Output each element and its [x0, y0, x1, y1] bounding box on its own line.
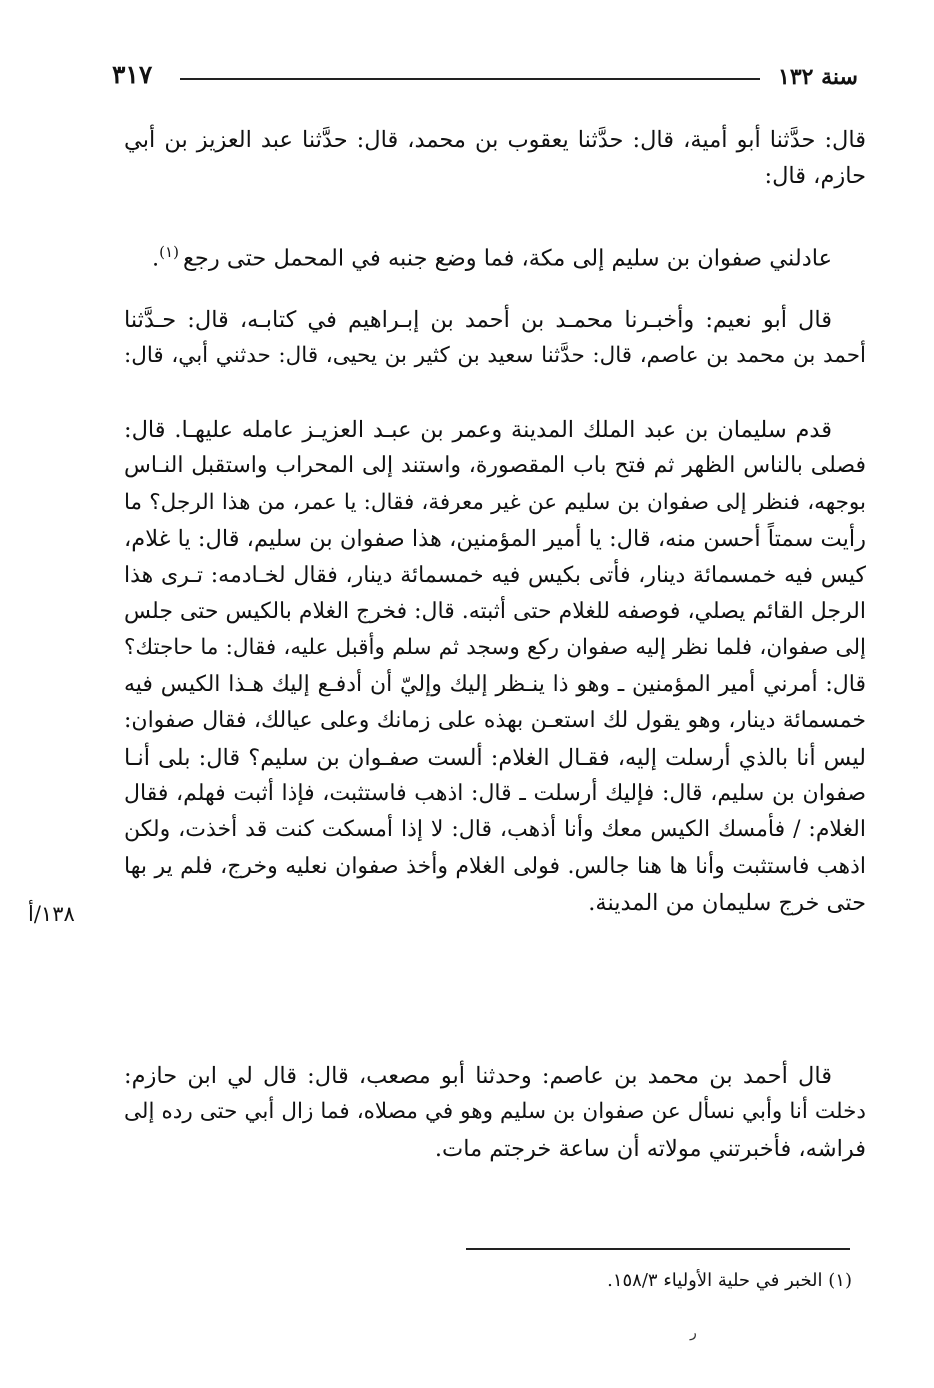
paragraph-report-2 [124, 1058, 866, 1167]
header-rule [180, 78, 760, 80]
text-line: حتى خرج سليمان من المدينة. [588, 890, 866, 917]
text-line [124, 234, 866, 277]
text-line: خمسمائة دينار، وهو يقول لك استعـن بهذه على زمانك وعلى عيالك، فقال صفوان: [124, 708, 866, 734]
footnote: (١) الخبر في حلية الأولياء ١٥٨/٣. [607, 1270, 852, 1291]
text-line: دخلت أنا وأبي نسأل عن صفوان بن سليم وهو في مصلاه، فما زال أبي حتى رده إلى [124, 1099, 866, 1125]
text-line: أحمد بن محمد بن عاصم، قال: حدَّثنا سعيد بن كثير بن يحيى، قال: حدثني أبي، قال: [124, 343, 866, 369]
text-line: اذهب فاستثبت وأنا ها هنا جالس. فولى الغلام وأخذ صفوان نعليه وخرج، فلم ير بها [124, 853, 866, 879]
running-title: سنة ١٣٢ [778, 64, 858, 90]
text-line: الغلام: / فأمسك الكيس معك وأنا أذهب، قال: لا إذا أمسكت كنت قد أخذت، ولكن [124, 817, 866, 843]
text-line: فراشه، فأخبرتني مولاته أن ساعة خرجتم مات. [434, 1135, 866, 1162]
text-line: قال: حدَّثنا أبو أمية، قال: حدَّثنا يعقوب بن محمد، قال: حدَّثنا عبد العزيز بن أبي [124, 127, 866, 153]
text-line: فصلى بالناس الظهر ثم فتح باب المقصورة، واستند إلى المحراب واستقبل النـاس [124, 453, 866, 479]
text-line: كيس فيه خمسمائة دينار، فأتى بكيس فيه خمسمائة دينار، فقال لخـادمه: تـرى هذا [124, 562, 866, 588]
page-number: ٣١٧ [112, 60, 153, 89]
text-line: حازم، قال: [764, 163, 866, 190]
text-line: قال أحمد بن محمد بن عاصم: وحدثنا أبو مصعب، قال: قال لي ابن حازم: [124, 1063, 832, 1089]
text-line: قال: أمرني أمير المؤمنين ـ وهو ذا ينـظر إليك وإليّ أن أدفـع إليك هـذا الكيس فيه [124, 671, 866, 697]
text-line: صفوان بن سليم، قال: فإليك أرسلت ـ قال: اذهب فاستثبت، فإذا أثبت فهلم، فقال [124, 781, 866, 807]
stray-mark: ر [690, 1325, 697, 1341]
paragraph-isnad-1 [124, 122, 866, 195]
footnote-reference: (١) [159, 243, 179, 261]
manuscript-folio-marker: ١٣٨/أ [28, 902, 75, 926]
text-line: بوجهه، فنظر إلى صفوان بن سليم عن غير معرفة، فقال: يا عمر، من هذا الرجل؟ ما [124, 489, 866, 515]
paragraph-isnad-2 [124, 302, 866, 375]
running-header [112, 58, 858, 94]
text-line: رأيت سمتاً أحسن منه، قال: يا أمير المؤمنين، هذا صفوان بن سليم، قال: يا غلام، [124, 526, 866, 553]
paragraph-report-1 [124, 234, 866, 277]
text-line: الرجل القائم يصلي، فوصفه للغلام حتى أثبته. قال: فخرج الغلام بالكيس حتى جلس [124, 599, 866, 625]
footnote-separator [466, 1248, 850, 1250]
text-line: إلى صفوان، فلما نظر إليه صفوان ركع وسجد ثم سلم وأقبل عليه، فقال: ما حاجتك؟ [124, 635, 866, 661]
text-line: ليس أنا بالذي أرسلت إليه، فقـال الغلام: ألست صفـوان بن سليم؟ قال: بلى أنـا [124, 744, 866, 771]
sentence-end: . [152, 245, 160, 272]
text-line: قدم سليمان بن عبد الملك المدينة وعمر بن عبـد العزيـز عامله عليهـا. قال: [124, 417, 832, 443]
text-line: قال أبو نعيم: وأخبـرنا محمـد بن أحمد بن إبـراهيم في كتابـه، قال: حـدَّثنا [124, 307, 832, 333]
paragraph-main-story [124, 412, 866, 922]
text-segment: عادلني صفوان بن سليم إلى مكة، فما وضع جنبه في المحمل حتى رجع [182, 245, 832, 272]
